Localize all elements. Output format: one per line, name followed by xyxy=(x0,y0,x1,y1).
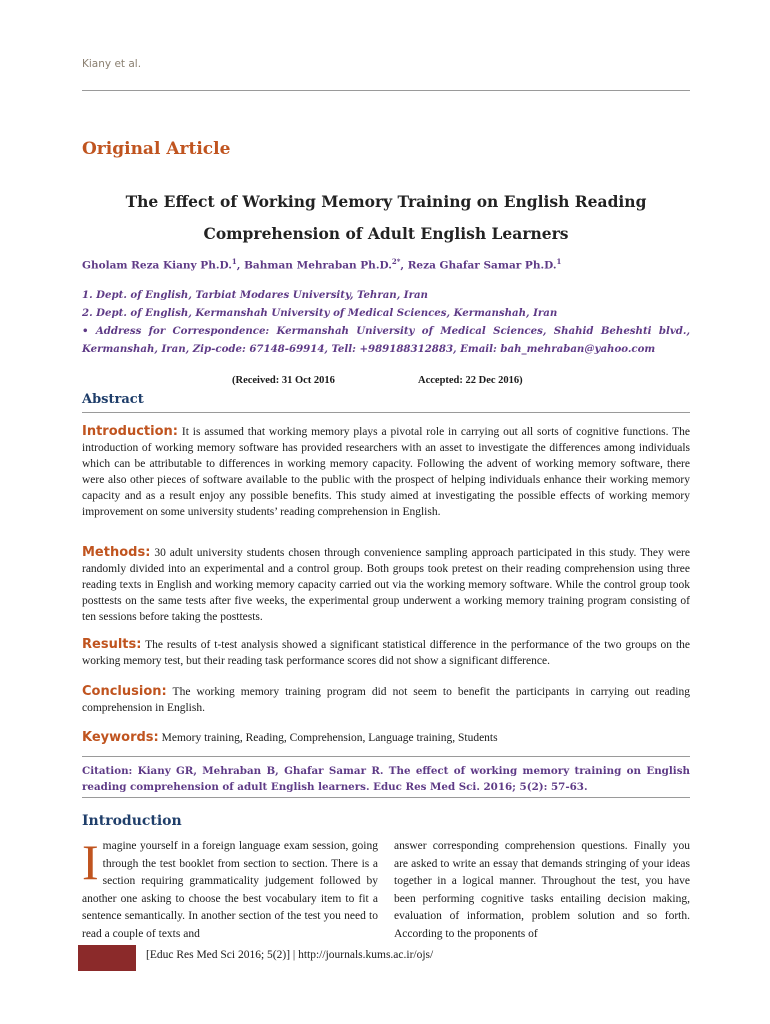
conclusion-label: Conclusion: xyxy=(82,684,167,699)
affiliation-2: 2. Dept. of English, Kermanshah University of Medical Sciences, Kermanshah, Iran xyxy=(82,307,558,319)
results-text: The results of t-test analysis showed a significant statistical difference in the performance of the two groups on the working memory test, but their reading task performance scores did not show a significant difference. xyxy=(82,639,690,667)
intro-text-left: magine yourself in a foreign language exam session, going through the test booklet from section to section. There is a section requiring grammaticality judgement followed by another one asking to choose the best vocabulary item to fit a sentence semantically. In another section of the test you need to read a couple of texts and xyxy=(82,840,378,940)
conclusion-text: The working memory training program did not seem to benefit the participants in carrying out reading comprehension in English. xyxy=(82,686,690,714)
results-label: Results: xyxy=(82,637,142,652)
author-affil-mark: 1 xyxy=(231,257,237,266)
title-line-2: Comprehension of Adult English Learners xyxy=(203,224,569,243)
citation: Citation: Kiany GR, Mehraban B, Ghafar Samar R. The effect of working memory training on English reading comprehension of adult English learners. Educ Res Med Sci. 2016; 5(2): 57-63. xyxy=(82,765,690,793)
citation-bottom-divider xyxy=(82,797,690,798)
keywords-label: Keywords: xyxy=(82,730,159,745)
author-affil-mark: 2* xyxy=(391,257,401,266)
abstract-keywords xyxy=(82,730,690,746)
abstract-methods xyxy=(82,545,690,625)
running-head: Kiany et al. xyxy=(82,58,142,70)
footer-journal-info: [Educ Res Med Sci 2016; 5(2)] | http://journals.kums.ac.ir/ojs/ xyxy=(146,949,434,961)
author-separator: , xyxy=(236,259,245,272)
abstract-divider xyxy=(82,412,690,413)
introduction-heading: Introduction xyxy=(82,813,182,829)
author-name: Reza Ghafar Samar Ph.D. xyxy=(407,259,557,272)
abstract-heading: Abstract xyxy=(82,392,144,407)
introduction-text: It is assumed that working memory plays a pivotal role in carrying out all sorts of cognitive functions. The introduction of working memory software has provided researchers with an asset to investigate the differences among individuals which can be attributable to differences in working memory capacity. Following the advent of working memory software, there were also other pieces of software available to the public with the prospect of helping individuals enhance their working memory capacity and as a result enjoy any possible benefits. This study aimed at investigating the possible effects of working memory improvement on some university students’ reading comprehension in English. xyxy=(82,426,690,518)
abstract-results xyxy=(82,637,690,669)
author-affil-mark: 1 xyxy=(556,257,562,266)
accepted-date: Accepted: 22 Dec 2016) xyxy=(418,375,523,386)
intro-column-right: answer corresponding comprehension questions. Finally you are asked to write an essay that demands stringing of your ideas together in a logical manner. Throughout the test, you have been performing cognitive tasks entailing decision making, evaluation of information, problem solution and so forth. According to the proponents of xyxy=(394,840,690,940)
abstract-conclusion xyxy=(82,684,690,716)
received-date: (Received: 31 Oct 2016 xyxy=(232,375,335,386)
introduction-label: Introduction: xyxy=(82,424,178,439)
intro-column-left xyxy=(82,834,378,943)
affiliation-1: 1. Dept. of English, Tarbiat Modares University, Tehran, Iran xyxy=(82,289,428,301)
article-type: Original Article xyxy=(82,139,231,159)
footer-color-block xyxy=(78,945,136,971)
author-list xyxy=(82,257,561,272)
methods-label: Methods: xyxy=(82,545,151,560)
author-name: Gholam Reza Kiany Ph.D. xyxy=(82,259,232,272)
author-separator: , xyxy=(400,259,408,272)
drop-cap: I xyxy=(82,834,99,890)
abstract-introduction xyxy=(82,424,690,520)
correspondence-address: • Address for Correspondence: Kermanshah University of Medical Sciences, Shahid Beheshti blvd., Kermanshah, Iran, Zip-code: 67148-69914, Tell: +989188312883, Email: bah_mehraban@yahoo.com xyxy=(82,325,690,355)
citation-top-divider xyxy=(82,756,690,757)
keywords-text: Memory training, Reading, Comprehension, Language training, Students xyxy=(158,732,498,744)
author-name: Bahman Mehraban Ph.D. xyxy=(244,259,392,272)
header-divider xyxy=(82,90,690,91)
title-line-1: The Effect of Working Memory Training on English Reading xyxy=(125,192,647,211)
methods-text: 30 adult university students chosen through convenience sampling approach participated in this study. They were randomly divided into an experimental and a control group. Both groups took pretest on their reading comprehension using three reading texts in English and working memory capacity carried out via the working memory software. While the control group took posttests on the same tests after five weeks, the experimental group underwent a working memory training program consisting of ten sessions before taking the posttests. xyxy=(82,547,690,623)
